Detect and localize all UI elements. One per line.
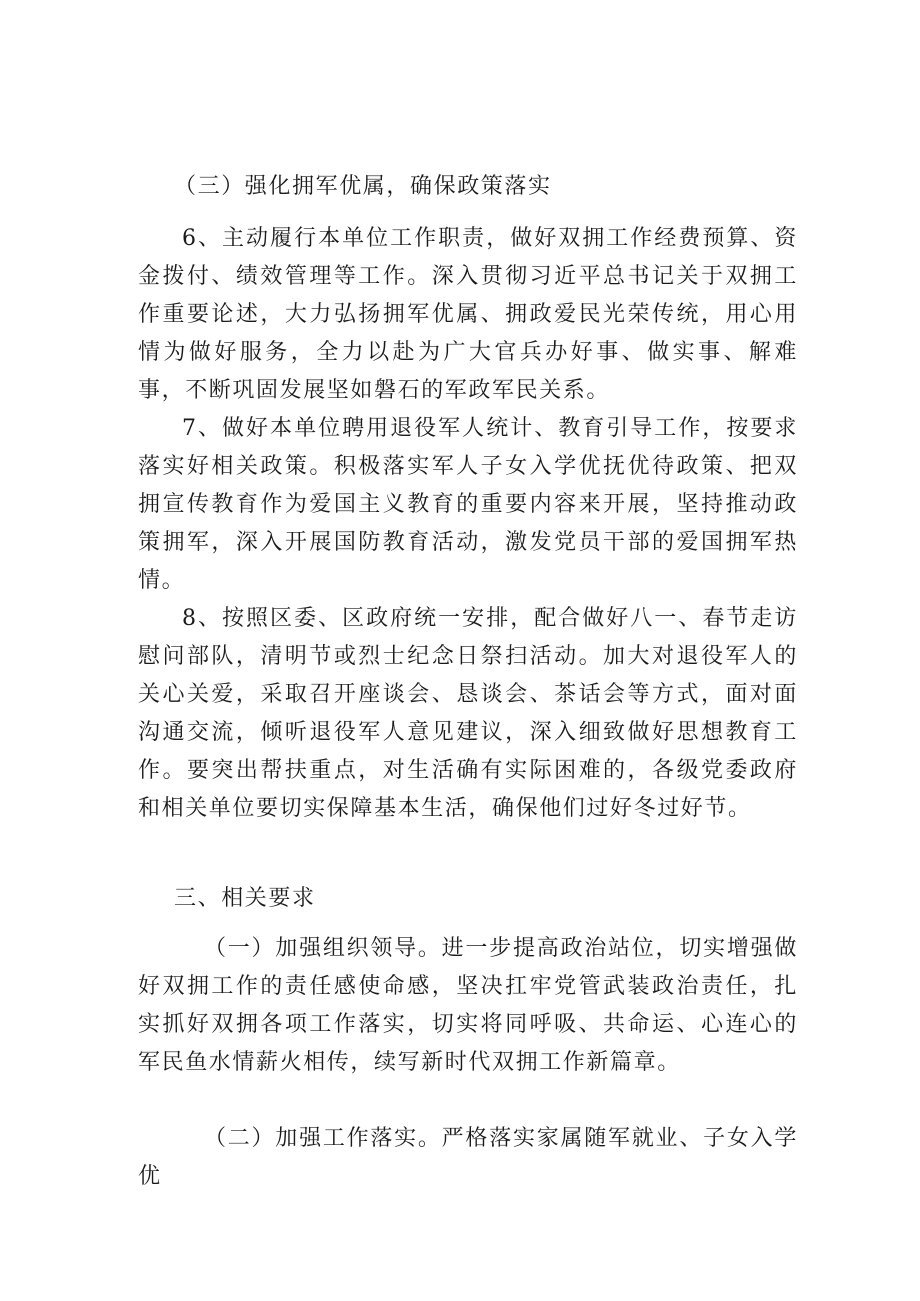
section-3-title: 三、相关要求	[174, 886, 316, 911]
paragraph-8: 8、按照区委、区政府统一安排，配合做好八一、春节走访慰问部队，清明节或烈士纪念日祭扫活动。加大对退役军人的关心关爱，采取召开座谈会、恳谈会、茶话会等方式，面对面沟通交流，倾听退役军人意见建议，深入细致做好思想教育工作。要突出帮扶重点，对生活确有实际困难的，各级党委政府和相关单位要切实保障基本生活，确保他们过好冬过好节。	[138, 606, 798, 821]
paragraph-7: 7、做好本单位聘用退役军人统计、教育引导工作，按要求落实好相关政策。积极落实军人子女入学优抚优待政策、把双拥宣传教育作为爱国主义教育的重要内容来开展，坚持推动政策拥军，深入开展国防教育活动，激发党员干部的爱国拥军热情。	[138, 416, 798, 593]
requirement-1: （一）加强组织领导。进一步提高政治站位，切实增强做好双拥工作的责任感使命感，坚决扛牢党管武装政治责任，扎实抓好双拥各项工作落实，切实将同呼吸、共命运、心连心的军民鱼水情薪火相传，续写新时代双拥工作新篇章。	[138, 936, 798, 1075]
paragraph-6: 6、主动履行本单位工作职责，做好双拥工作经费预算、资金拨付、绩效管理等工作。深入贯彻习近平总书记关于双拥工作重要论述，大力弘扬拥军优属、拥政爱民光荣传统，用心用情为做好服务，全力以赴为广大官兵办好事、做实事、解难事，不断巩固发展坚如磐石的军政军民关系。	[138, 226, 798, 403]
requirement-2: （二）加强工作落实。严格落实家属随军就业、子女入学优	[138, 1126, 798, 1189]
subsection-heading-3: （三）强化拥军优属，确保政策落实	[174, 174, 552, 199]
